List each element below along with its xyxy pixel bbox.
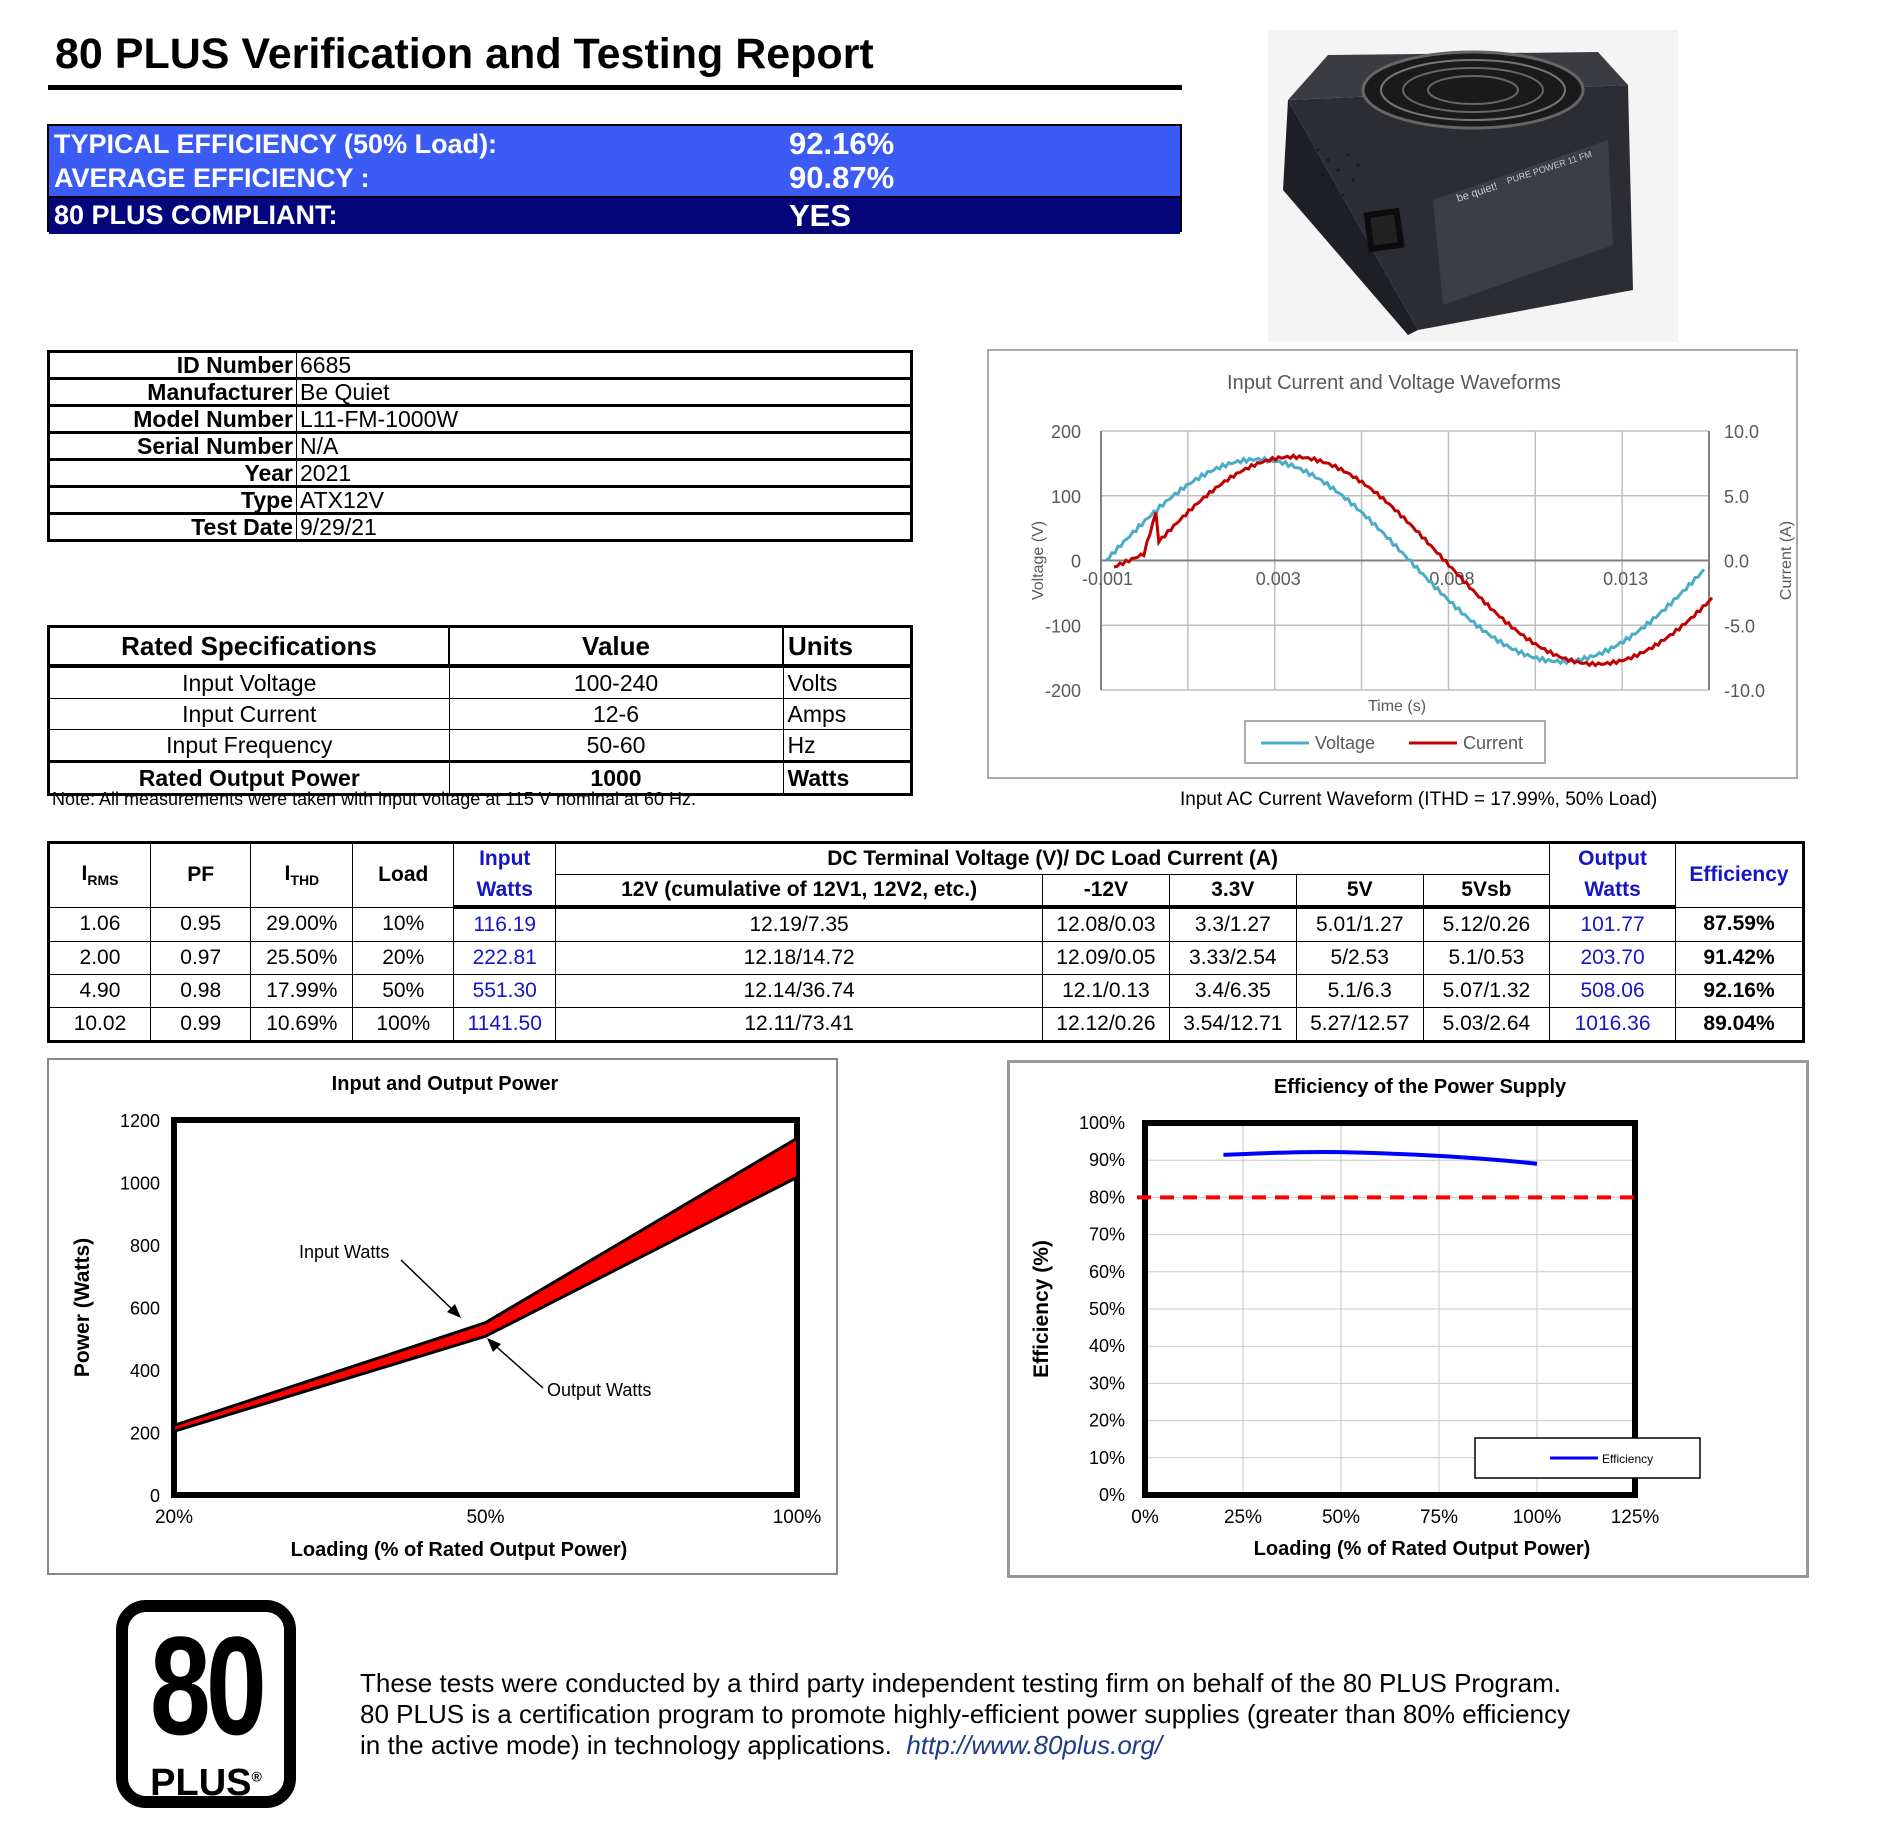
y-axis-label: Power (Watts) — [71, 1237, 94, 1378]
legend-voltage-label: Voltage — [1315, 733, 1376, 753]
header-ithd: $I_{THD}$ — [251, 843, 353, 908]
x-tick-label: 100% — [1512, 1507, 1562, 1528]
header-12v: 12V (cumulative of 12V1, 12V2, etc.) — [556, 875, 1043, 908]
x-tick-label: 25% — [1223, 1507, 1263, 1528]
rated-units: Watts — [783, 762, 912, 795]
cell-eff: 87.59% — [1676, 907, 1804, 942]
table-row — [49, 942, 1804, 975]
x-tick-label: 0.008 — [1429, 569, 1475, 589]
rated-row — [49, 699, 912, 730]
cell-output: 203.70 — [1550, 942, 1676, 975]
rated-units: Hz — [783, 730, 912, 762]
id-label: Model Number — [49, 406, 297, 433]
typical-efficiency-value: 92.16% — [789, 126, 895, 161]
id-label: Manufacturer — [49, 379, 297, 406]
test-data-table — [47, 841, 1805, 1043]
y-tick-label: 200 — [129, 1423, 160, 1444]
rated-header-units: Units — [783, 627, 912, 667]
cell-v12: 12.11/73.41 — [556, 1008, 1043, 1042]
average-efficiency-label: AVERAGE EFFICIENCY : — [54, 163, 370, 193]
y2-tick-label: -5.0 — [1724, 616, 1756, 637]
annotation-input-label: Input Watts — [299, 1242, 390, 1262]
cell-input: 116.19 — [454, 907, 556, 942]
y-tick-label: 80% — [1088, 1187, 1125, 1208]
header-3v3: 3.3V — [1169, 875, 1296, 908]
legend-efficiency-label: Efficiency — [1602, 1452, 1654, 1466]
efficiency-chart — [1010, 1063, 1806, 1575]
id-row — [49, 514, 912, 541]
y-tick-label: -200 — [1044, 681, 1081, 701]
id-label: Test Date — [49, 514, 297, 541]
rated-specs-table — [47, 625, 913, 796]
id-row — [49, 352, 912, 379]
x-tick-label: 75% — [1419, 1507, 1459, 1528]
cell-eff: 92.16% — [1676, 975, 1804, 1008]
id-value: 6685 — [297, 352, 912, 379]
x-tick-label: 20% — [154, 1507, 194, 1528]
y-tick-label: 0% — [1098, 1485, 1125, 1505]
cell-v5: 5.27/12.57 — [1296, 1008, 1423, 1042]
y2-tick-label: 10.0 — [1724, 422, 1760, 442]
y-axis-label: Voltage (V) — [1030, 520, 1047, 601]
y-tick-label: 10% — [1088, 1447, 1125, 1468]
rated-row — [49, 666, 912, 699]
photo-brand-text: be quiet! — [1455, 180, 1500, 205]
y-tick-label: 70% — [1088, 1224, 1125, 1245]
header-load: Load — [353, 843, 454, 908]
rated-spec: Rated Output Power — [49, 762, 450, 795]
cell-pf: 0.95 — [150, 907, 250, 942]
cell-output: 1016.36 — [1550, 1008, 1676, 1042]
rated-spec: Input Current — [49, 699, 450, 730]
footer-link[interactable]: http://www.80plus.org/ — [906, 1730, 1163, 1760]
y-tick-label: 0 — [1070, 551, 1081, 572]
rated-row — [49, 730, 912, 762]
y-tick-label: 20% — [1088, 1410, 1125, 1431]
id-value: 2021 — [297, 460, 912, 487]
80plus-logo — [116, 1600, 296, 1808]
cell-vm12: 12.09/0.05 — [1042, 942, 1169, 975]
y-tick-label: 1200 — [119, 1111, 160, 1131]
cell-input: 1141.50 — [454, 1008, 556, 1042]
title-rule — [48, 85, 1182, 90]
cell-v33: 3.4/6.35 — [1169, 975, 1296, 1008]
chart-title: Efficiency of the Power Supply — [1273, 1076, 1567, 1098]
cell-v5: 5/2.53 — [1296, 942, 1423, 975]
header-irms: $I_{RMS}$ — [49, 843, 151, 908]
y-tick-label: 400 — [129, 1361, 160, 1381]
cell-output: 508.06 — [1550, 975, 1676, 1008]
rated-spec: Input Frequency — [49, 730, 450, 762]
io-power-chart — [49, 1060, 836, 1573]
product-photo — [1268, 30, 1678, 342]
rated-header-spec: Rated Specifications — [49, 627, 450, 667]
cell-load: 10% — [353, 907, 454, 942]
header-dc: DC Terminal Voltage (V)/ DC Load Current (A) — [556, 843, 1550, 875]
rated-value: 100-240 — [449, 666, 783, 699]
rated-header-value: Value — [449, 627, 783, 667]
average-efficiency-value: 90.87% — [789, 160, 895, 195]
rated-spec: Input Voltage — [49, 666, 450, 699]
id-label: ID Number — [49, 352, 297, 379]
cell-v12: 12.19/7.35 — [556, 907, 1043, 942]
cell-v33: 3.54/12.71 — [1169, 1008, 1296, 1042]
id-value: ATX12V — [297, 487, 912, 514]
header-output-2: Watts — [1550, 875, 1676, 908]
y2-axis-label: Current (A) — [1778, 520, 1795, 601]
cell-v33: 3.3/1.27 — [1169, 907, 1296, 942]
header-input-1: Input — [454, 843, 556, 875]
cell-irms: 10.02 — [49, 1008, 151, 1042]
header-pf: PF — [150, 843, 250, 908]
logo-number: 80 — [149, 1607, 263, 1764]
id-value: 9/29/21 — [297, 514, 912, 541]
id-label: Serial Number — [49, 433, 297, 460]
efficiency-summary-top — [49, 126, 1180, 196]
header-minus12v: -12V — [1042, 875, 1169, 908]
chart-title: Input and Output Power — [331, 1073, 559, 1095]
x-axis-label: Time (s) — [1367, 698, 1427, 715]
y2-tick-label: 0.0 — [1724, 551, 1750, 572]
id-row — [49, 379, 912, 406]
waveform-caption: Input AC Current Waveform (ITHD = 17.99%, 50% Load) — [1180, 789, 1658, 810]
y-tick-label: 50% — [1088, 1299, 1125, 1319]
id-row — [49, 433, 912, 460]
x-tick-label: 125% — [1610, 1507, 1660, 1528]
table-row — [49, 975, 1804, 1008]
rated-value: 50-60 — [449, 730, 783, 762]
chart-title: Input Current and Voltage Waveforms — [1227, 372, 1561, 394]
efficiency-chart-box — [1007, 1060, 1809, 1578]
header-output-1: Output — [1550, 843, 1676, 875]
y-tick-label: 60% — [1088, 1261, 1125, 1282]
x-tick-label: 0.013 — [1603, 569, 1649, 589]
cell-v5sb: 5.12/0.26 — [1423, 907, 1549, 942]
y-tick-label: 90% — [1088, 1150, 1125, 1171]
page-title: 80 PLUS Verification and Testing Report — [55, 30, 874, 78]
io-power-chart-box — [47, 1058, 838, 1575]
cell-ithd: 25.50% — [251, 942, 353, 975]
cell-vm12: 12.08/0.03 — [1042, 907, 1169, 942]
id-row — [49, 487, 912, 514]
y2-tick-label: 5.0 — [1724, 486, 1750, 507]
legend-current-label: Current — [1463, 733, 1524, 753]
measurement-note: Note: All measurements were taken with input voltage at 115 V nominal at 60 Hz. — [52, 789, 697, 809]
y2-tick-label: -10.0 — [1724, 681, 1766, 701]
efficiency-summary — [47, 124, 1182, 232]
id-label: Type — [49, 487, 297, 514]
cell-v5: 5.1/6.3 — [1296, 975, 1423, 1008]
rated-units: Amps — [783, 699, 912, 730]
cell-output: 101.77 — [1550, 907, 1676, 942]
cell-vm12: 12.12/0.26 — [1042, 1008, 1169, 1042]
x-tick-label: 0% — [1131, 1507, 1159, 1528]
typical-efficiency-label: TYPICAL EFFICIENCY (50% Load): — [54, 129, 498, 159]
annotation-output-label: Output Watts — [547, 1380, 652, 1400]
x-tick-label: 50% — [1321, 1507, 1361, 1528]
cell-ithd: 29.00% — [251, 907, 353, 942]
x-tick-label: -0.001 — [1082, 569, 1134, 589]
id-row — [49, 406, 912, 433]
header-5vsb: 5Vsb — [1423, 875, 1549, 908]
cell-v5sb: 5.1/0.53 — [1423, 942, 1549, 975]
cell-pf: 0.98 — [150, 975, 250, 1008]
x-axis-label: Loading (% of Rated Output Power) — [1253, 1538, 1591, 1560]
cell-irms: 4.90 — [49, 975, 151, 1008]
footer-description: These tests were conducted by a third party independent testing firm on behalf of the 80 PLUS Program. 80 PLUS is a certification program to promote highly-efficient power supplies (greater than 80% efficiency in the active mode) in technology applications. — [360, 1668, 1571, 1760]
header-efficiency: Efficiency — [1676, 843, 1804, 908]
y-axis-label: Efficiency (%) — [1030, 1240, 1053, 1378]
cell-pf: 0.97 — [150, 942, 250, 975]
y-tick-label: 30% — [1088, 1373, 1125, 1394]
rated-units: Volts — [783, 666, 912, 699]
y-tick-label: 800 — [129, 1236, 160, 1256]
cell-pf: 0.99 — [150, 1008, 250, 1042]
y-tick-label: -100 — [1044, 616, 1081, 637]
x-tick-label: 0.003 — [1255, 569, 1301, 589]
cell-eff: 89.04% — [1676, 1008, 1804, 1042]
y-tick-label: 1000 — [119, 1173, 160, 1194]
footer-text — [360, 1668, 1590, 1761]
cell-irms: 2.00 — [49, 942, 151, 975]
rated-value: 12-6 — [449, 699, 783, 730]
y-tick-label: 40% — [1088, 1336, 1125, 1357]
cell-eff: 91.42% — [1676, 942, 1804, 975]
id-value: N/A — [297, 433, 912, 460]
efficiency-summary-bottom — [49, 196, 1180, 234]
rated-value: 1000 — [449, 762, 783, 795]
cell-v33: 3.33/2.54 — [1169, 942, 1296, 975]
plot-area — [174, 1120, 797, 1495]
cell-load: 20% — [353, 942, 454, 975]
id-label: Year — [49, 460, 297, 487]
y-tick-label: 200 — [1050, 422, 1081, 442]
x-tick-label: 50% — [466, 1507, 505, 1528]
compliant-label: 80 PLUS COMPLIANT: — [54, 200, 338, 230]
id-row — [49, 460, 912, 487]
cell-v12: 12.18/14.72 — [556, 942, 1043, 975]
table-row — [49, 1008, 1804, 1042]
id-value: L11-FM-1000W — [297, 406, 912, 433]
table-row — [49, 907, 1804, 942]
cell-ithd: 17.99% — [251, 975, 353, 1008]
cell-v5sb: 5.07/1.32 — [1423, 975, 1549, 1008]
cell-v5: 5.01/1.27 — [1296, 907, 1423, 942]
y-tick-label: 0 — [149, 1486, 160, 1506]
cell-ithd: 10.69% — [251, 1008, 353, 1042]
cell-load: 50% — [353, 975, 454, 1008]
cell-input: 222.81 — [454, 942, 556, 975]
x-axis-label: Loading (% of Rated Output Power) — [290, 1539, 628, 1561]
compliant-value: YES — [789, 198, 852, 233]
header-input-2: Watts — [454, 875, 556, 908]
y-tick-label: 100 — [1050, 486, 1081, 507]
cell-v12: 12.14/36.74 — [556, 975, 1043, 1008]
photo-model-text: PURE POWER 11 FM — [1505, 148, 1594, 186]
id-value: Be Quiet — [297, 379, 912, 406]
cell-irms: 1.06 — [49, 907, 151, 942]
y-tick-label: 600 — [129, 1298, 160, 1319]
waveform-chart — [989, 351, 1796, 777]
y-tick-label: 100% — [1078, 1113, 1125, 1133]
x-tick-label: 100% — [772, 1507, 822, 1528]
cell-v5sb: 5.03/2.64 — [1423, 1008, 1549, 1042]
cell-input: 551.30 — [454, 975, 556, 1008]
logo-word: PLUS® — [150, 1762, 262, 1804]
cell-load: 100% — [353, 1008, 454, 1042]
cell-vm12: 12.1/0.13 — [1042, 975, 1169, 1008]
header-5v: 5V — [1296, 875, 1423, 908]
id-table — [47, 350, 913, 542]
waveform-chart-box — [987, 349, 1798, 779]
